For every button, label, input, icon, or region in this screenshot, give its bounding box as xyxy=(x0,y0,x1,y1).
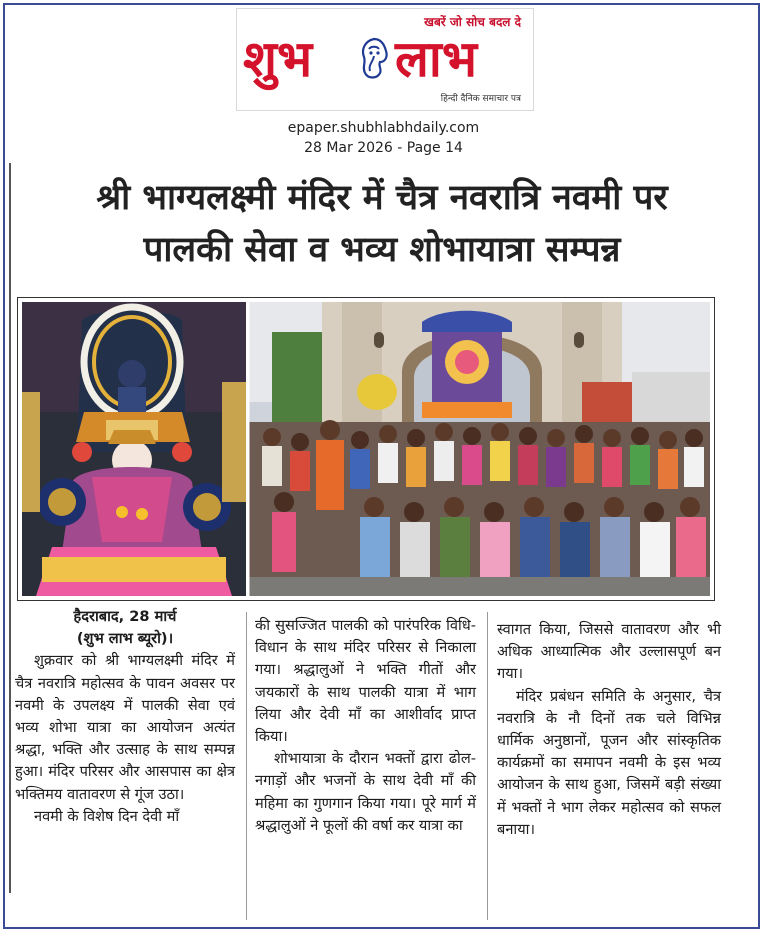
ganesha-emblem-icon xyxy=(353,35,395,83)
masthead xyxy=(236,8,534,111)
column-divider-2 xyxy=(487,612,488,920)
article-headline xyxy=(22,172,742,276)
dateline-bureau: (शुभ लाभ ब्यूरो)। xyxy=(76,630,174,648)
column-1-paragraph-1: शुक्रवार को श्री भाग्यलक्ष्मी मंदिर में चैत्र नवरात्रि महोत्सव के पावन अवसर पर नवमी के उपलक्ष्य में पालकी सेवा एवं भव्य शोभा यात्रा का आयोजन अत्यंत श्रद्धा, भक्ति और उत्साह के साथ सम्पन्न हुआ। मंदिर परिसर और आसपास का क्षेत्र भक्तिमय वातावरण से गूंज उठा। xyxy=(15,652,235,803)
column-2-paragraph-2: शोभायात्रा के दौरान भक्तों द्वारा ढोल-नगाड़ों और भजनों के साथ देवी माँ की महिमा का गुणगान किया गया। पूरे मार्ग में श्रद्धालुओं ने फूलों की वर्षा कर यात्रा का xyxy=(255,750,476,834)
logo-word-right: लाभ xyxy=(395,30,477,88)
masthead-tagline: खबरें जो सोच बदल दे xyxy=(424,15,521,29)
column-rule-left xyxy=(9,163,11,893)
headline-line-2: पालकी सेवा व भव्य शोभायात्रा सम्पन्न xyxy=(143,230,621,270)
article-column-2 xyxy=(255,615,476,837)
column-3-paragraph-2: मंदिर प्रबंधन समिति के अनुसार, चैत्र नवरात्रि के नौ दिनों तक चले विभिन्न धार्मिक अनुष्ठानों, पूजन और सांस्कृतिक कार्यक्रमों का समापन नवमी के इस भव्य आयोजन के साथ हुआ, जिसमें बड़ी संख्या में भक्तों ने भाग लेकर महोत्सव को सफल बनाया। xyxy=(497,687,721,838)
headline-line-1: श्री भाग्यलक्ष्मी मंदिर में चैत्र नवरात्रि नवमी पर xyxy=(96,178,668,218)
column-2-paragraph-1: की सुसज्जित पालकी को पारंपरिक विधि-विधान के साथ मंदिर परिसर से निकाला गया। श्रद्धालुओं ने भक्ति गीतों और जयकारों के साथ पालकी यात्रा में भाग लिया और देवी माँ का आशीर्वाद प्राप्त किया। xyxy=(255,617,476,746)
article-column-3 xyxy=(497,619,721,841)
article-column-1 xyxy=(15,606,235,828)
column-divider-1 xyxy=(246,612,247,920)
logo-word-left: शुभ xyxy=(243,30,313,88)
dateline-place-date: हैदराबाद, 28 मार्च xyxy=(73,608,177,625)
photo-collage xyxy=(22,302,710,596)
column-1-paragraph-2: नवमी के विशेष दिन देवी माँ xyxy=(33,807,180,825)
masthead-subtag: हिन्दी दैनिक समाचार पत्र xyxy=(440,94,521,104)
column-3-paragraph-1: स्वागत किया, जिससे वातावरण और भी अधिक आध्यात्मिक और उल्लासपूर्ण बन गया। xyxy=(497,621,721,683)
article-photo xyxy=(17,297,715,601)
edition-url: epaper.shubhlabhdaily.com xyxy=(287,120,480,136)
edition-date-page: 28 Mar 2026 - Page 14 xyxy=(304,140,463,156)
